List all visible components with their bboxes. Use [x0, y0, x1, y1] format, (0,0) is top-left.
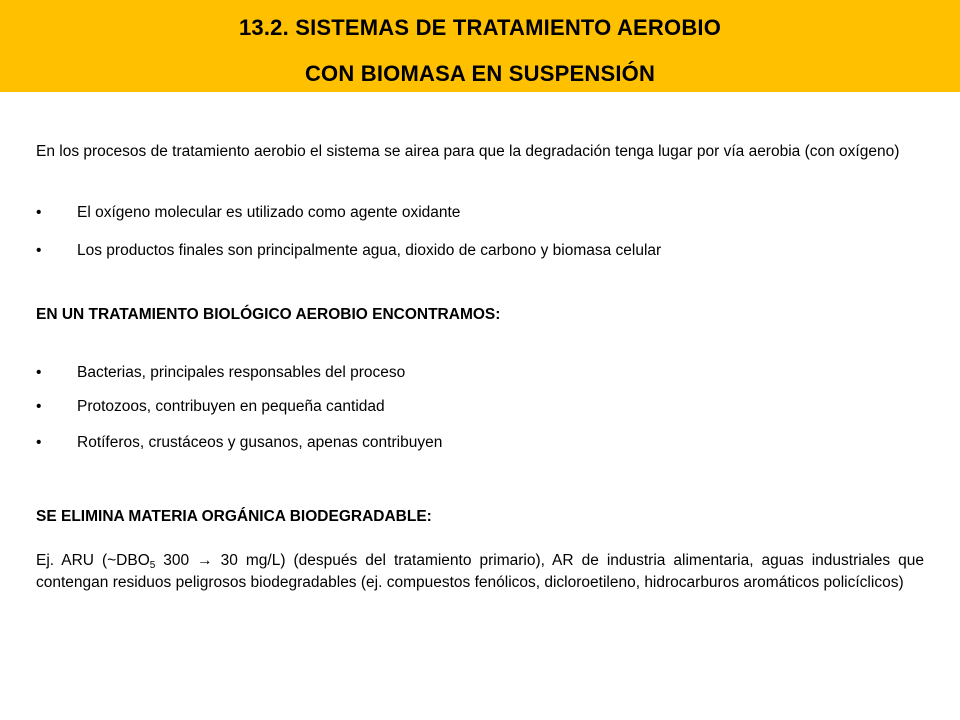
slide-title-line-2: CON BIOMASA EN SUSPENSIÓN [304, 61, 656, 86]
title-banner [0, 0, 960, 92]
removal-heading: SE ELIMINA MATERIA ORGÁNICA BIODEGRADABLE: [36, 508, 432, 525]
intro-bullet-1: El oxígeno molecular es utilizado como agente oxidante [77, 204, 461, 221]
example-prefix: Ej. ARU (~DBO [36, 552, 150, 569]
organisms-heading: EN UN TRATAMIENTO BIOLÓGICO AEROBIO ENCONTRAMOS: [36, 306, 501, 323]
removal-example-paragraph [36, 550, 924, 594]
bullet-symbol: • [36, 242, 42, 259]
example-rest: 300 → 30 mg/L) (después del tratamiento primario), AR de industria alimentaria, aguas industriales que contengan residuos peligrosos biodegradables (ej. compuestos fenólicos, dicloroetileno, hidrocarburos aromáticos policíclicos) [36, 552, 924, 591]
bullet-symbol: • [36, 364, 42, 381]
dbo-subscript: 5 [149, 560, 156, 571]
organism-bullet-1: Bacterias, principales responsables del proceso [77, 364, 406, 381]
bullet-symbol: • [36, 204, 42, 221]
intro-bullet-2: Los productos finales son principalmente agua, dioxido de carbono y biomasa celular [77, 242, 662, 259]
intro-paragraph: En los procesos de tratamiento aerobio el sistema se airea para que la degradación tenga lugar por vía aerobia (con oxígeno) [36, 143, 900, 160]
slide-title-line-1: 13.2. SISTEMAS DE TRATAMIENTO AEROBIO [238, 15, 722, 40]
organism-bullet-3: Rotíferos, crustáceos y gusanos, apenas contribuyen [77, 434, 443, 451]
bullet-symbol: • [36, 398, 42, 415]
bullet-symbol: • [36, 434, 42, 451]
organism-bullet-2: Protozoos, contribuyen en pequeña cantidad [77, 398, 385, 415]
